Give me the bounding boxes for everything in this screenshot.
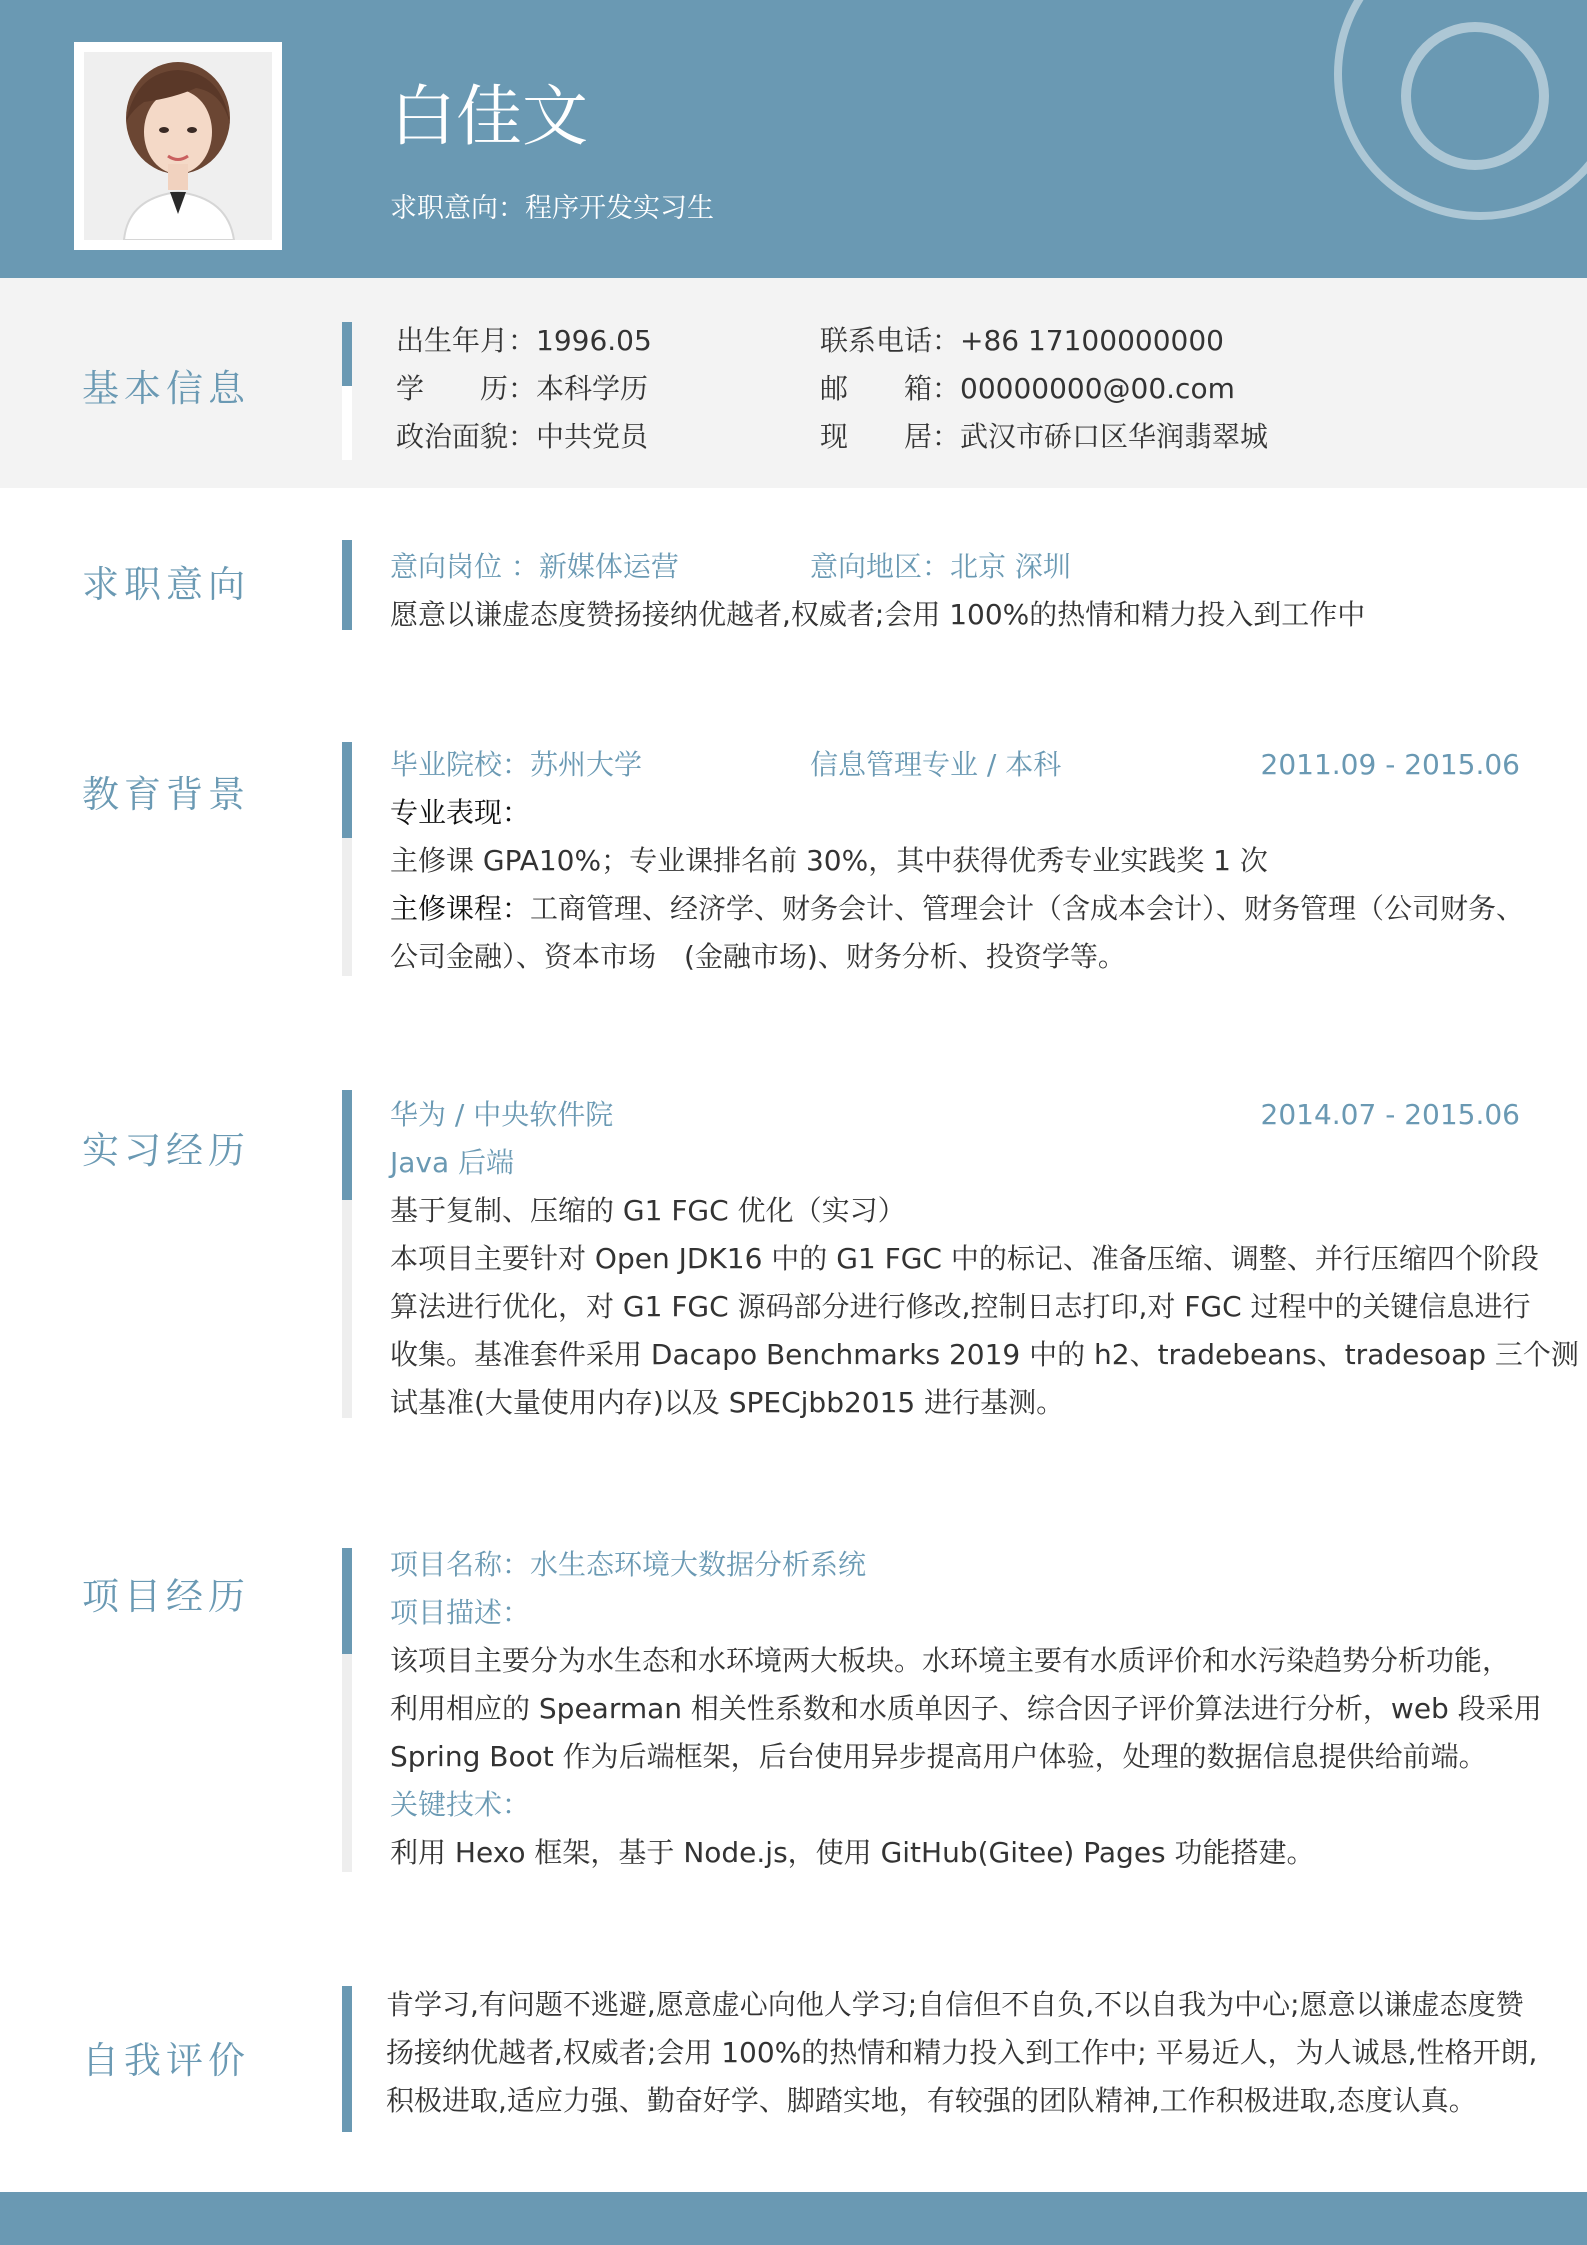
job-intent-section <box>0 488 1587 688</box>
internship-project: 基于复制、压缩的 G1 FGC 优化（实习） <box>390 1194 906 1227</box>
section-bar <box>342 540 352 630</box>
decorative-ring-inner <box>1401 22 1549 170</box>
self-eval-line-2: 扬接纳优越者,权威者;会用 100%的热情和精力投入到工作中; 平易近人，为人诚恳,性格开朗, <box>386 2036 1538 2069</box>
section-bar <box>342 742 352 976</box>
courses-label: 主修课程： <box>390 892 531 925</box>
internship-section <box>0 1028 1587 1528</box>
performance-detail: 主修课 GPA10%；专业课排名前 30%，其中获得优秀专业实践奖 1 次 <box>390 844 1268 877</box>
education-level: 学 历：本科学历 <box>396 372 649 405</box>
project-desc-label: 项目描述： <box>390 1596 531 1629</box>
section-bar <box>342 322 352 460</box>
internship-period: 2014.07 - 2015.06 <box>1260 1098 1520 1131</box>
courses-line-1 <box>390 892 1524 926</box>
resume-footer-band <box>0 2192 1587 2245</box>
section-bar <box>342 1548 352 1872</box>
phone-number: 联系电话：+86 17100000000 <box>820 324 1224 357</box>
political-status: 政治面貌：中共党员 <box>396 420 649 453</box>
self-eval-line-1: 肯学习,有问题不逃避,愿意虚心向他人学习;自信但不自负,不以自我为中心;愿意以谦虚态度赞 <box>386 1988 1524 2021</box>
tech-label: 关键技术： <box>390 1788 531 1821</box>
section-title: 求职意向 <box>82 563 250 606</box>
project-section <box>0 1528 1587 1958</box>
section-title: 实习经历 <box>82 1129 250 1172</box>
courses-line-2: 公司金融）、资本市场 (金融市场)、财务分析、投资学等。 <box>390 940 1126 973</box>
project-name: 项目名称：水生态环境大数据分析系统 <box>390 1548 867 1581</box>
email-address: 邮 箱：00000000@00.com <box>820 372 1235 405</box>
internship-role: Java 后端 <box>390 1146 515 1179</box>
section-bar <box>342 1986 352 2132</box>
education-section <box>0 688 1587 1028</box>
internship-desc-1: 本项目主要针对 Open JDK16 中的 G1 FGC 中的标记、准备压缩、调整、并行压缩四个阶段 <box>390 1242 1539 1275</box>
project-desc-2: 利用相应的 Spearman 相关性系数和水质单因子、综合因子评价算法进行分析，web 段采用 <box>390 1692 1542 1725</box>
section-title: 教育背景 <box>82 773 250 816</box>
resume-header <box>0 0 1587 278</box>
section-title: 自我评价 <box>82 2039 250 2082</box>
internship-desc-2: 算法进行优化，对 G1 FGC 源码部分进行修改,控制日志打印,对 FGC 过程中的关键信息进行 <box>390 1290 1531 1323</box>
current-address: 现 居：武汉市硚口区华润翡翠城 <box>820 420 1269 453</box>
performance-label: 专业表现： <box>390 796 531 829</box>
intent-description: 愿意以谦虚态度赞扬接纳优越者,权威者;会用 100%的热情和精力投入到工作中 <box>390 598 1366 631</box>
school-name: 毕业院校：苏州大学 <box>390 748 643 781</box>
major: 信息管理专业 / 本科 <box>810 748 1062 781</box>
intended-position: 意向岗位 ：新媒体运营 <box>390 550 679 583</box>
section-bar <box>342 1090 352 1418</box>
tech-detail: 利用 Hexo 框架，基于 Node.js，使用 GitHub(Gitee) Pages 功能搭建。 <box>390 1836 1315 1869</box>
internship-desc-4: 试基准(大量使用内存)以及 SPECjbb2015 进行基测。 <box>390 1386 1065 1419</box>
profile-photo <box>74 42 282 250</box>
education-period: 2011.09 - 2015.06 <box>1260 748 1520 781</box>
job-intent-subtitle: 求职意向：程序开发实习生 <box>390 193 714 224</box>
candidate-name: 白佳文 <box>390 78 588 155</box>
section-title: 基本信息 <box>82 367 250 410</box>
intended-region: 意向地区：北京 深圳 <box>810 550 1071 583</box>
basic-info-section <box>0 278 1587 488</box>
section-title: 项目经历 <box>82 1575 250 1618</box>
portrait-illustration <box>84 52 272 240</box>
self-evaluation-section <box>0 1958 1587 2192</box>
internship-desc-3: 收集。基准套件采用 Dacapo Benchmarks 2019 中的 h2、tradebeans、tradesoap 三个测 <box>390 1338 1579 1371</box>
project-desc-3: Spring Boot 作为后端框架，后台使用异步提高用户体验，处理的数据信息提供给前端。 <box>390 1740 1487 1773</box>
company-name: 华为 / 中央软件院 <box>390 1098 614 1131</box>
project-desc-1: 该项目主要分为水生态和水环境两大板块。水环境主要有水质评价和水污染趋势分析功能， <box>390 1644 1511 1677</box>
self-eval-line-3: 积极进取,适应力强、勤奋好学、脚踏实地，有较强的团队精神,工作积极进取,态度认真。 <box>386 2084 1477 2117</box>
courses-text-1: 工商管理、经济学、财务会计、管理会计（含成本会计）、财务管理（公司财务、 <box>530 892 1525 925</box>
birth-date: 出生年月：1996.05 <box>396 324 652 357</box>
